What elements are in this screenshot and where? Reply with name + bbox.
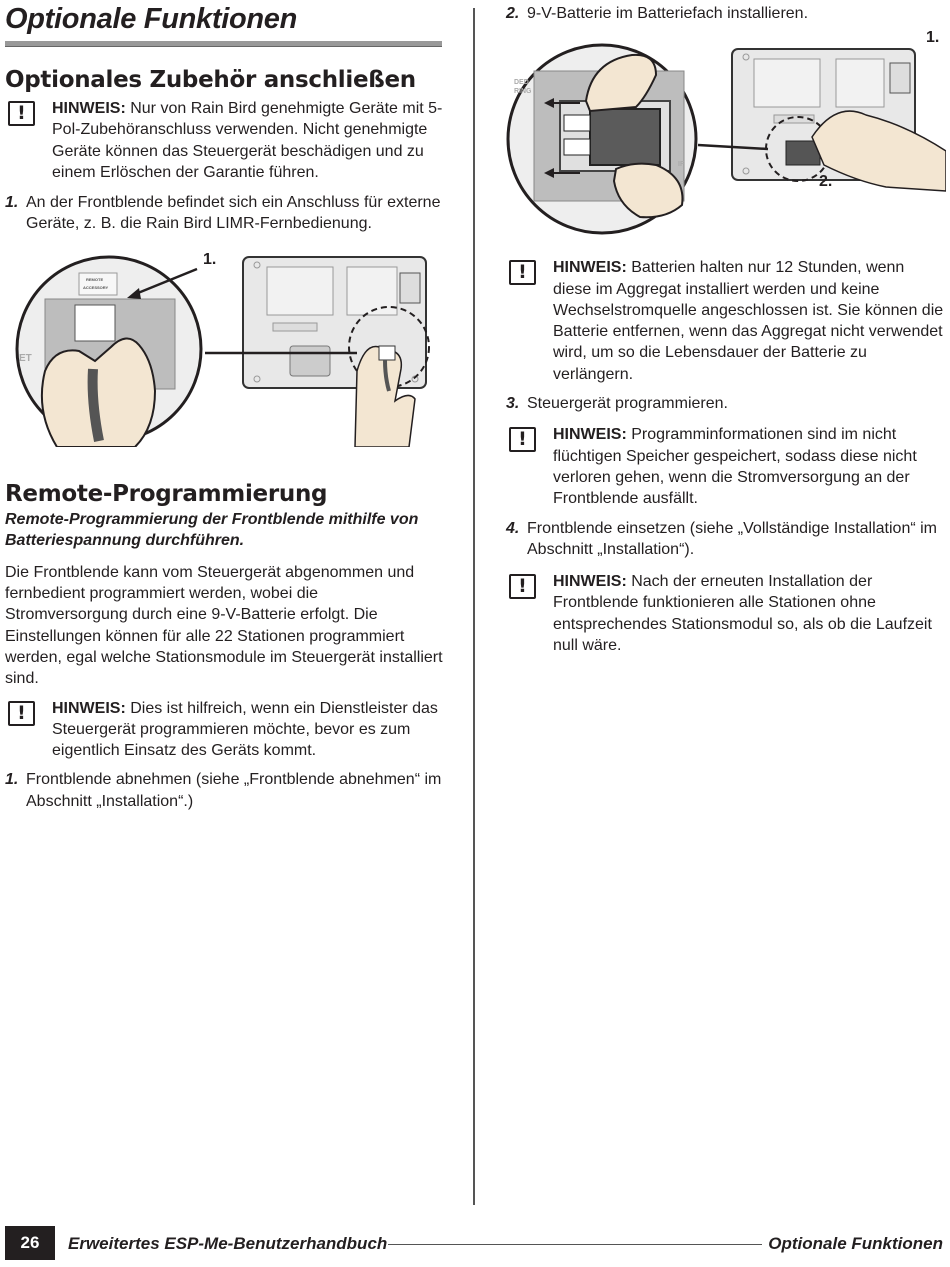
battery-note	[506, 257, 946, 385]
note-text: Batterien halten nur 12 Stunden, wenn diese im Aggregat installiert werden und keine Wechselstromquelle angeschlossen ist. Sie können die Batterie entfernen, wenn das Aggregat nicht verwendet wird, um so die Lebensdauer der Batterie zu verlängern.	[553, 259, 944, 383]
note-text: Dies ist hilfreich, wenn ein Dienstleister das Steuergerät programmieren möchte, bevor es zum eigentlich Einsatz des Geräts kommt.	[52, 699, 438, 760]
remote-heading: Remote-Programmierung	[5, 480, 328, 507]
note-text: Nur von Rain Bird genehmigte Geräte mit 5-Pol-Zubehöranschluss verwenden. Nicht genehmigte Geräte können das Steuergerät beschädigen und zu einem Erlöschen der Garantie führen.	[52, 100, 443, 181]
reinstall-note	[506, 571, 946, 656]
footer-manual-title: Erweitertes ESP-Me-Benutzerhandbuch	[68, 1234, 388, 1253]
step-text: An der Frontblende befindet sich ein Anschluss für externe Geräte, z. B. die Rain Bird LIMR-Fernbedienung.	[26, 194, 441, 233]
figure-callout-1: 1.	[203, 250, 217, 268]
remote-subheading: Remote-Programmierung der Frontblende mithilfe von Batteriespannung durchführen.	[5, 510, 419, 549]
exclamation-icon: !	[8, 101, 35, 126]
accessory-figure	[5, 251, 443, 447]
battery-illustration	[506, 41, 946, 237]
figure-callout-1: 1.	[926, 29, 940, 47]
remote-step-1	[5, 769, 443, 812]
page-number: 26	[5, 1226, 55, 1260]
accessory-note	[5, 98, 443, 183]
note-text: Programminformationen sind im nicht flüchtigen Speicher gespeichert, sodass diese nicht verloren gehen, wenn die Stromversorgung an der Frontblende ausfällt.	[553, 426, 917, 508]
remote-paragraph: Die Frontblende kann vom Steuergerät abgenommen und fernbedient programmiert werden, wobei die Stromversorgung durch eine 9-V-Batterie erfolgt. Die Einstellungen können für alle 22 Stationen programmiert werden, egal welche Stationsmodule im Steuergerät installiert sind.	[5, 563, 443, 688]
figure-edge-text-c: IF	[678, 161, 685, 169]
step-text: Frontblende einsetzen (siehe „Vollständige Installation“ im Abschnitt „Installation“).	[527, 519, 938, 558]
right-step-2	[506, 3, 946, 24]
note-label: HINWEIS:	[553, 573, 627, 591]
remote-note	[5, 698, 443, 762]
note-label: HINWEIS:	[553, 259, 627, 277]
port-label-accessory: ACCESSORY	[83, 284, 109, 290]
step-text: Steuergerät programmieren.	[527, 395, 728, 413]
step-number: 1.	[5, 194, 19, 212]
note-label: HINWEIS:	[52, 699, 126, 717]
title-rule	[5, 41, 442, 47]
column-divider	[473, 8, 475, 1205]
step-text: Frontblende abnehmen (siehe „Frontblende abnehmen“ im Abschnitt „Installation“.)	[26, 771, 442, 810]
port-label-remote: REMOTE	[86, 276, 104, 282]
accessory-heading: Optionales Zubehör anschließen	[5, 67, 416, 93]
step-text: 9-V-Batterie im Batteriefach installieren.	[527, 5, 809, 22]
note-label: HINWEIS:	[52, 100, 126, 117]
footer-section-title: Optionale Funktionen	[768, 1234, 943, 1253]
exclamation-icon: !	[8, 701, 35, 726]
exclamation-icon: !	[509, 574, 536, 599]
right-column	[506, 0, 946, 656]
left-column	[5, 0, 443, 812]
accessory-illustration	[5, 251, 443, 447]
step-number: 4.	[506, 519, 520, 537]
exclamation-icon: !	[509, 260, 536, 285]
footer-rule	[388, 1244, 762, 1245]
page-footer	[5, 1226, 943, 1260]
accessory-step-1	[5, 192, 443, 235]
right-step-3	[506, 393, 946, 414]
memory-note	[506, 424, 946, 509]
step-number: 2.	[506, 5, 520, 22]
figure-callout-2: 2.	[819, 173, 833, 191]
note-label: HINWEIS:	[553, 426, 627, 444]
exclamation-icon: !	[509, 427, 536, 452]
right-step-4	[506, 518, 946, 561]
figure-edge-text-b: RING	[514, 88, 532, 96]
step-number: 1.	[5, 771, 19, 789]
figure-edge-text-a: DED	[514, 79, 529, 87]
battery-figure	[506, 29, 946, 237]
step-number: 3.	[506, 395, 520, 413]
figure-edge-text: ET	[19, 352, 32, 364]
note-text: Nach der erneuten Installation der Frontblende funktionieren alle Stationen ohne entsprechendes Stationsmodul so, als ob die Laufzeit null wäre.	[553, 573, 932, 655]
page-title: Optionale Funktionen	[5, 3, 298, 35]
